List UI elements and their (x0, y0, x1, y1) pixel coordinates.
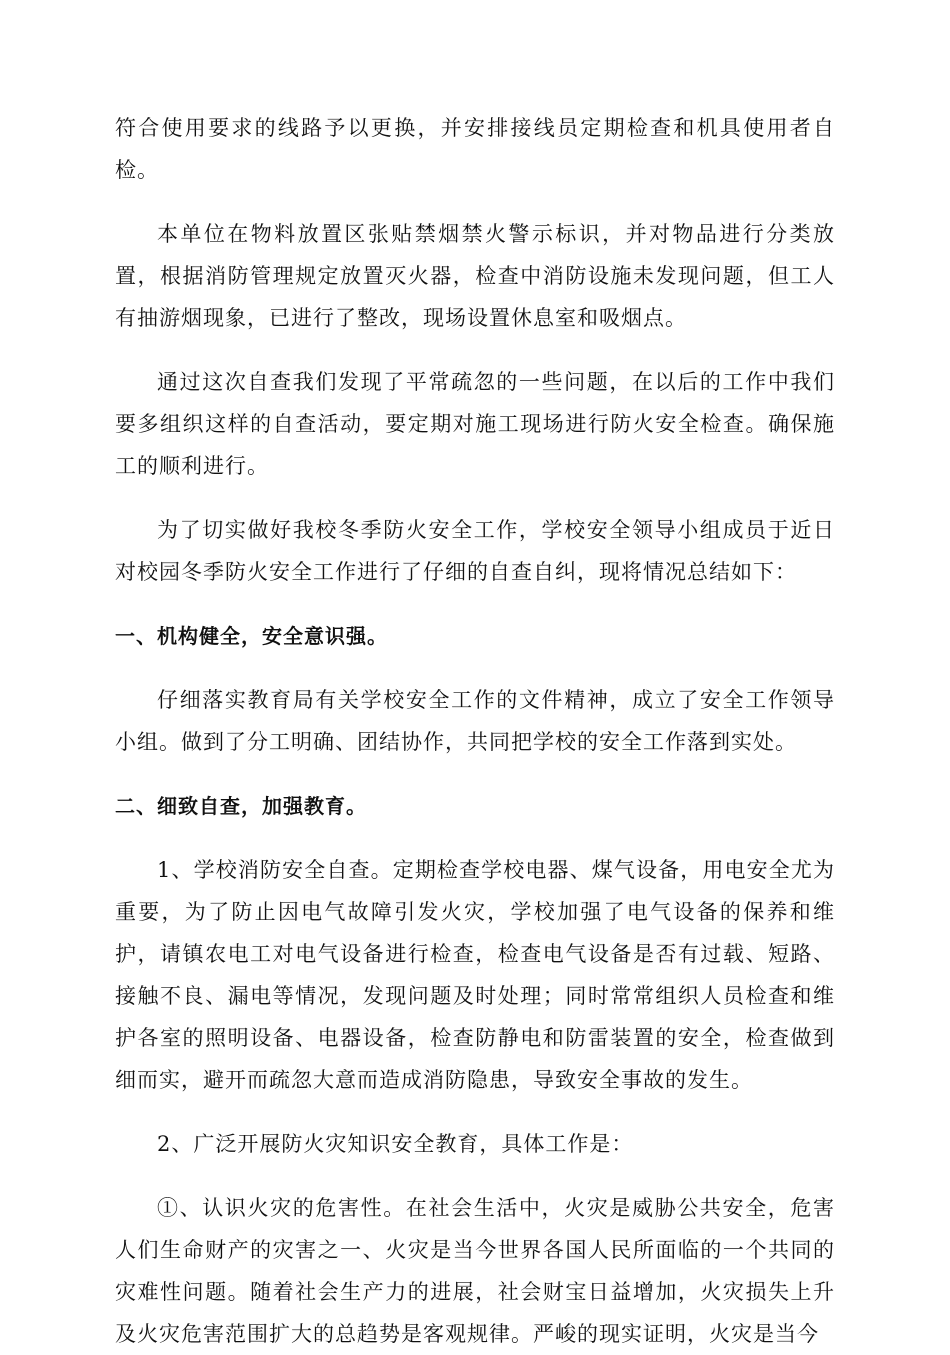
paragraph-self-inspection-summary: 通过这次自查我们发现了平常疏忽的一些问题，在以后的工作中我们要多组织这样的自查活动，要定期对施工现场进行防火安全检查。确保施工的顺利进行。 (115, 370, 835, 478)
paragraph-continuation: 符合使用要求的线路予以更换，并安排接线员定期检查和机具使用者自检。 (115, 116, 835, 182)
paragraph-fire-signage: 本单位在物料放置区张贴禁烟禁火警示标识，并对物品进行分类放置，根据消防管理规定放置灭火器，检查中消防设施未发现问题，但工人有抽游烟现象，已进行了整改，现场设置休息室和吸烟点。 (115, 222, 835, 330)
document-body (115, 107, 835, 1355)
paragraph-gap (115, 827, 835, 849)
paragraph-fire-education: 2、广泛开展防火灾知识安全教育，具体工作是： (157, 1132, 634, 1156)
paragraph-gap (115, 593, 835, 615)
paragraph-gap (115, 1101, 835, 1123)
paragraph-fire-hazard-awareness: ①、认识火灾的危害性。在社会生活中，火灾是威胁公共安全，危害人们生命财产的灾害之一、火灾是当今世界各国人民所面临的一个共同的灾难性问题。随着社会生产力的进展，社会财宝日益增加，火灾损失上升及火灾危害范围扩大的总趋势是客观规律。严峻的现实证明，火灾是当今 (115, 1196, 835, 1346)
paragraph-gap (115, 487, 835, 509)
paragraph-gap (115, 1165, 835, 1187)
section-heading-organization: 一、机构健全，安全意识强。 (115, 624, 388, 648)
paragraph-gap (115, 657, 835, 679)
paragraph-gap (115, 191, 835, 213)
paragraph-safety-group: 仔细落实教育局有关学校安全工作的文件精神，成立了安全工作领导小组。做到了分工明确、团结协作，共同把学校的安全工作落到实处。 (115, 688, 835, 754)
paragraph-gap (115, 339, 835, 361)
paragraph-gap (115, 763, 835, 785)
paragraph-school-fire-check: 1、学校消防安全自查。定期检查学校电器、煤气设备，用电安全尤为重要，为了防止因电气故障引发火灾，学校加强了电气设备的保养和维护，请镇农电工对电气设备进行检查，检查电气设备是否有过载、短路、接触不良、漏电等情况，发现问题及时处理；同时常常组织人员检查和维护各室的照明设备、电器设备，检查防静电和防雷装置的安全，检查做到细而实，避开而疏忽大意而造成消防隐患，导致安全事故的发生。 (115, 858, 835, 1092)
paragraph-winter-fire-safety-intro: 为了切实做好我校冬季防火安全工作，学校安全领导小组成员于近日对校园冬季防火安全工作进行了仔细的自查自纠，现将情况总结如下： (115, 518, 835, 584)
section-heading-education: 二、细致自查，加强教育。 (115, 794, 367, 818)
